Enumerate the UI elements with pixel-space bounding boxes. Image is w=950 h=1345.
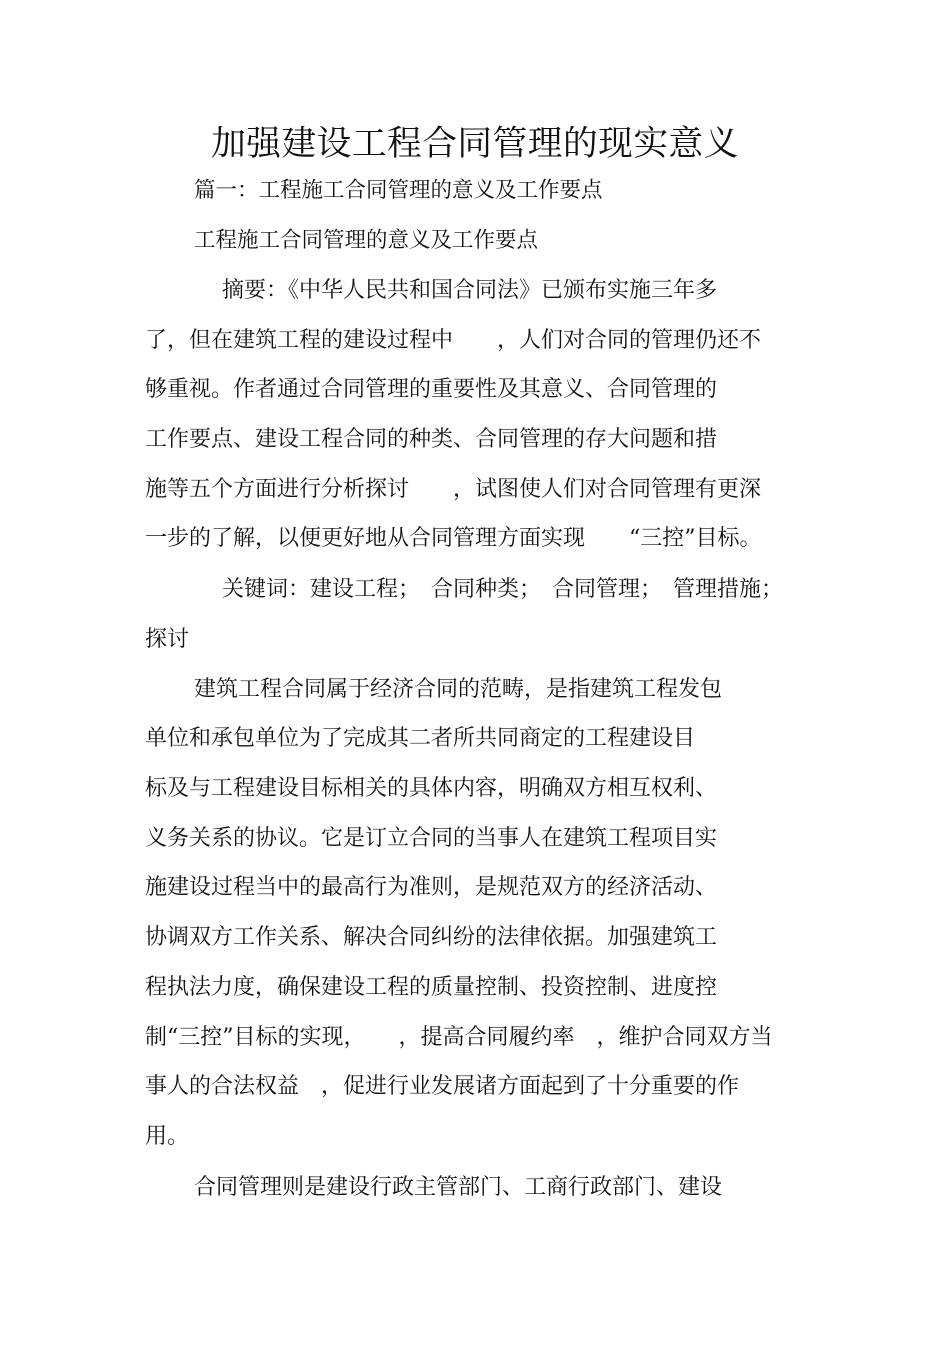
paragraph-line: 用。 <box>145 1124 190 1149</box>
keywords-line: 关键词：建设工程； 合同种类； 合同管理； 管理措施； <box>222 577 784 602</box>
paragraph-line: 制“三控”目标的实现， ，提高合同履约率 ，维护合同双方当 <box>145 1025 773 1050</box>
abstract-line: 够重视。作者通过合同管理的重要性及其意义、合同管理的 <box>145 377 718 402</box>
paragraph-line: 建筑工程合同属于经济合同的范畴，是指建筑工程发包 <box>194 677 723 702</box>
paragraph-line: 标及与工程建设目标相关的具体内容，明确双方相互权利、 <box>145 776 718 801</box>
section-heading: 篇一：工程施工合同管理的意义及工作要点 <box>194 178 603 203</box>
abstract-line: 了，但在建筑工程的建设过程中 ，人们对合同的管理仍还不 <box>145 328 762 353</box>
paragraph-line: 程执法力度，确保建设工程的质量控制、投资控制、进度控 <box>145 975 718 1000</box>
paragraph-line: 单位和承包单位为了完成其二者所共同商定的工程建设目 <box>145 726 696 751</box>
paragraph-line: 施建设过程当中的最高行为准则，是规范双方的经济活动、 <box>145 875 718 900</box>
subtitle: 工程施工合同管理的意义及工作要点 <box>194 228 539 253</box>
abstract-line: 摘要：《中华人民共和国合同法》已颁布实施三年多 <box>222 278 718 303</box>
paragraph-line: 合同管理则是建设行政主管部门、工商行政部门、建设 <box>194 1175 723 1200</box>
paragraph-line: 协调双方工作关系、解决合同纠纷的法律依据。加强建筑工 <box>145 925 718 950</box>
document-title: 加强建设工程合同管理的现实意义 <box>211 124 739 164</box>
keywords-line: 探讨 <box>145 627 190 652</box>
abstract-line: 工作要点、建设工程合同的种类、合同管理的存大问题和措 <box>145 427 718 452</box>
paragraph-line: 义务关系的协议。它是订立合同的当事人在建筑工程项目实 <box>145 826 718 851</box>
paragraph-line: 事人的合法权益 ，促进行业发展诸方面起到了十分重要的作 <box>145 1074 740 1099</box>
abstract-line: 一步的了解，以便更好地从合同管理方面实现 “三控”目标。 <box>145 526 762 551</box>
abstract-line: 施等五个方面进行分析探讨 ，试图使人们对合同管理有更深 <box>145 477 762 502</box>
